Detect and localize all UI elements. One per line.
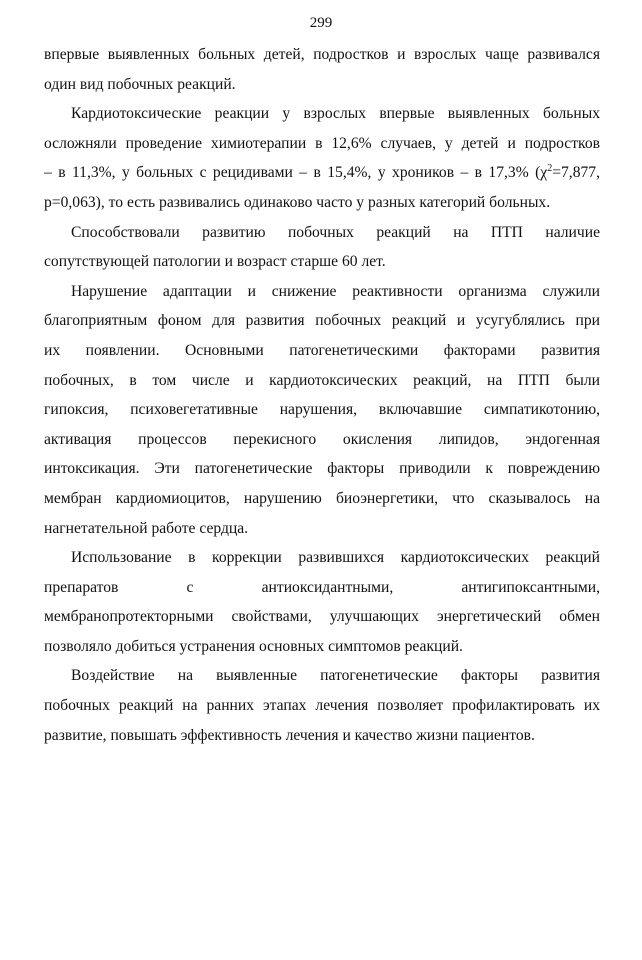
chi-square-value: =7,877, [552,164,600,182]
paragraph-3 [44,218,600,277]
chi-square-superscript: 2 [547,163,553,175]
text-line: препаратов с антиоксидантными, антигипоксантными, [44,578,600,596]
text-line: побочных, в том числе и кардиотоксических реакций, на ПТП были [44,371,600,389]
chi-square-prefix: – в 11,3%, у больных с рецидивами – в 15,4%, у хроников – в 17,3% (χ [44,164,548,182]
text-line: интоксикация. Эти патогенетические факторы приводили к повреждению [44,460,600,478]
text-line: Нарушение адаптации и снижение реактивности организма служили [71,282,600,300]
text-line: активация процессов перекисного окисления липидов, эндогенная [44,430,600,448]
text-line: благоприятным фоном для развития побочных реакций и усугублялись при [44,312,600,330]
document-body [44,40,600,750]
text-line: сопутствующей патологии и возраст старше 60 лет. [44,253,386,271]
text-line: их появлении. Основными патогенетическими факторами развития [44,341,600,359]
text-line: Способствовали развитию побочных реакций на ПТП наличие [71,223,600,241]
text-line: мембран кардиомиоцитов, нарушению биоэнергетики, что сказывалось на [44,489,600,507]
paragraph-2 [44,99,600,217]
text-line: Использование в коррекции развившихся кардиотоксических реакций [71,549,600,567]
paragraph-4 [44,277,600,543]
text-line: осложняли проведение химиотерапии в 12,6% случаев, у детей и подростков [44,134,600,152]
paragraph-6 [44,661,600,750]
text-line: нагнетательной работе сердца. [44,519,249,537]
text-line: гипоксия, психовегетативные нарушения, включавшие симпатикотонию, [44,401,600,419]
text-line: Кардиотоксические реакции у взрослых впервые выявленных больных [71,105,600,123]
text-line: мембранопротекторными свойствами, улучшающих энергетический обмен [44,608,600,626]
page-number: 299 [309,15,333,31]
paragraph-5 [44,543,600,661]
paragraph-1 [44,40,600,99]
text-line: позволяло добиться устранения основных симптомов реакций. [44,637,463,655]
text-line-with-chi-square [44,158,600,188]
text-line: Воздействие на выявленные патогенетические факторы развития [71,667,600,685]
text-line: впервые выявленных больных детей, подростков и взрослых чаще развивался [44,46,600,63]
text-line: р=0,063), то есть развивались одинаково часто у разных категорий больных. [44,193,551,211]
text-line: развитие, повышать эффективность лечения и качество жизни пациентов. [44,726,535,744]
text-line: побочных реакций на ранних этапах лечения позволяет профилактировать их [44,697,600,715]
text-line: один вид побочных реакций. [44,75,236,93]
